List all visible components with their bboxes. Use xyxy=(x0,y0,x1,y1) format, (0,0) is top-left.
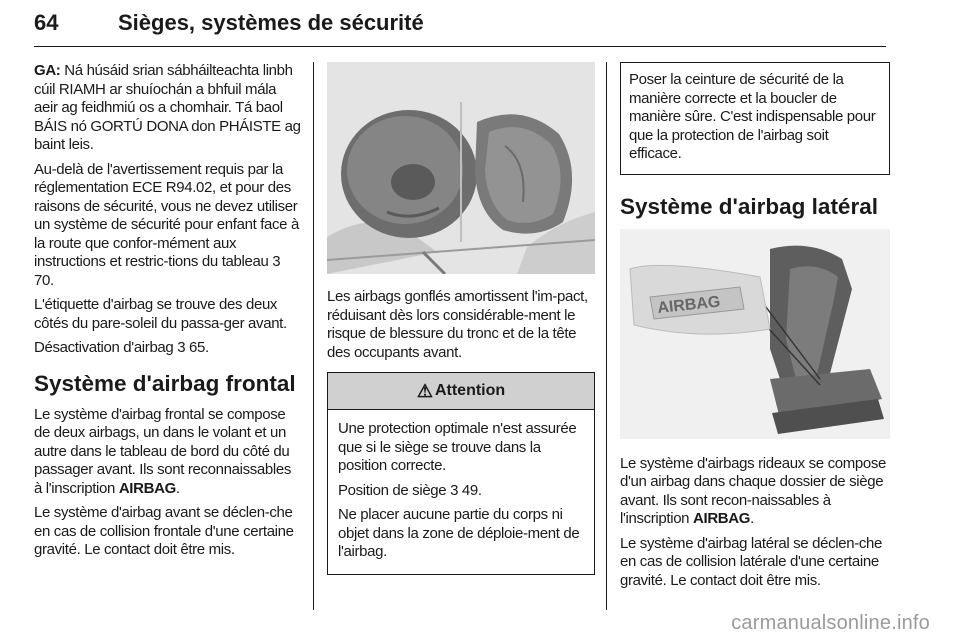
frontal-airbags-illustration xyxy=(327,62,595,274)
attention-body xyxy=(328,410,594,574)
column-right xyxy=(620,62,890,596)
paragraph-text: Position de siège xyxy=(338,481,447,499)
punctuation: . xyxy=(750,510,754,527)
section-heading: Système d'airbag frontal xyxy=(34,370,296,396)
side-airbag-seat-illustration xyxy=(620,229,890,439)
airbag-inscription: AIRBAG xyxy=(693,510,751,527)
section-heading: Système d'airbag latéral xyxy=(620,193,878,219)
paragraph: Le système d'airbag avant se déclen-che en cas de collision frontale d'une certaine gravité. Le contact doit être mis. xyxy=(34,504,294,558)
column-divider xyxy=(606,62,607,610)
paragraph-text: Désactivation d'airbag xyxy=(34,339,174,356)
paragraph: L'étiquette d'airbag se trouve des deux côtés du pare-soleil du passa-ger avant. xyxy=(34,296,287,332)
seat-airbag-label: AIRBAG xyxy=(656,292,722,317)
airbag-inscription: AIRBAG xyxy=(118,479,176,497)
paragraph-text: Le système d'airbags rideaux se compose d'un airbag dans chaque dossier de siège avant. Ils sont recon-naissables à l'inscription xyxy=(620,454,887,527)
page-header xyxy=(34,10,886,47)
page-title: Sièges, systèmes de sécurité xyxy=(118,10,424,35)
page-reference: 3 65. xyxy=(177,339,209,356)
image-caption: Les airbags gonflés amortissent l'im-pact, réduisant dès lors considérable-ment le risque de blessure du tronc et de la tête des occupants avant. xyxy=(327,288,588,361)
page-reference: 3 49. xyxy=(450,481,482,499)
paragraph xyxy=(34,161,302,291)
attention-paragraph: Ne placer aucune partie du corps ni objet dans la zone de déploie-ment de l'airbag. xyxy=(338,506,580,560)
info-text: Poser la ceinture de sécurité de la manière correcte et la boucler de manière sûre. C'est indispensable pour que la protection de l'airbag soit efficace. xyxy=(629,71,876,162)
paragraph-text: Le système d'airbag frontal se compose de deux airbags, un dans le volant et un autre dans le tableau de bord du côté du passager avant. Ils sont reconnaissables à l'inscription xyxy=(34,405,291,497)
attention-header xyxy=(328,373,594,410)
column-left xyxy=(34,62,302,566)
attention-title: Attention xyxy=(434,382,506,399)
page-number: 64 xyxy=(34,10,59,35)
paragraph-text: Au-delà de l'avertissement requis par la réglementation ECE R94.02, et pour des raisons de sécurité, vous ne devez utiliser un système de sécurité pour enfant face à la route que confor-mément aux instructions et restric-tions du tableau xyxy=(34,160,299,270)
irish-warning xyxy=(34,62,302,155)
paragraph xyxy=(620,455,890,529)
paragraph xyxy=(34,406,302,499)
attention-paragraph: Une protection optimale n'est assurée que si le siège se trouve dans la position correcte. xyxy=(338,420,577,474)
paragraph: Le système d'airbag latéral se déclen-che en cas de collision latérale d'une certaine gravité. Le contact doit être mis. xyxy=(620,534,883,589)
paragraph xyxy=(34,339,302,358)
attention-box xyxy=(327,372,595,575)
watermark: carmanualsonline.info xyxy=(731,612,930,634)
punctuation: . xyxy=(175,479,180,497)
irish-warning-text: Ná húsáid srian sábháilteachta linbh cúil RIAMH ar shuíochán a bhfuil mála aeir ag feidhmiú os a chomhair. Tá baol BÁIS nó GORTÚ DONA don PHÁISTE ag baint leis. xyxy=(34,62,301,153)
page-reference: 3 70. xyxy=(34,253,281,289)
language-label: GA: xyxy=(34,62,61,79)
warning-triangle-icon: ⚠ xyxy=(416,380,433,401)
column-divider xyxy=(313,62,314,610)
attention-paragraph xyxy=(338,482,584,501)
info-box xyxy=(620,62,890,175)
column-middle xyxy=(327,62,595,575)
